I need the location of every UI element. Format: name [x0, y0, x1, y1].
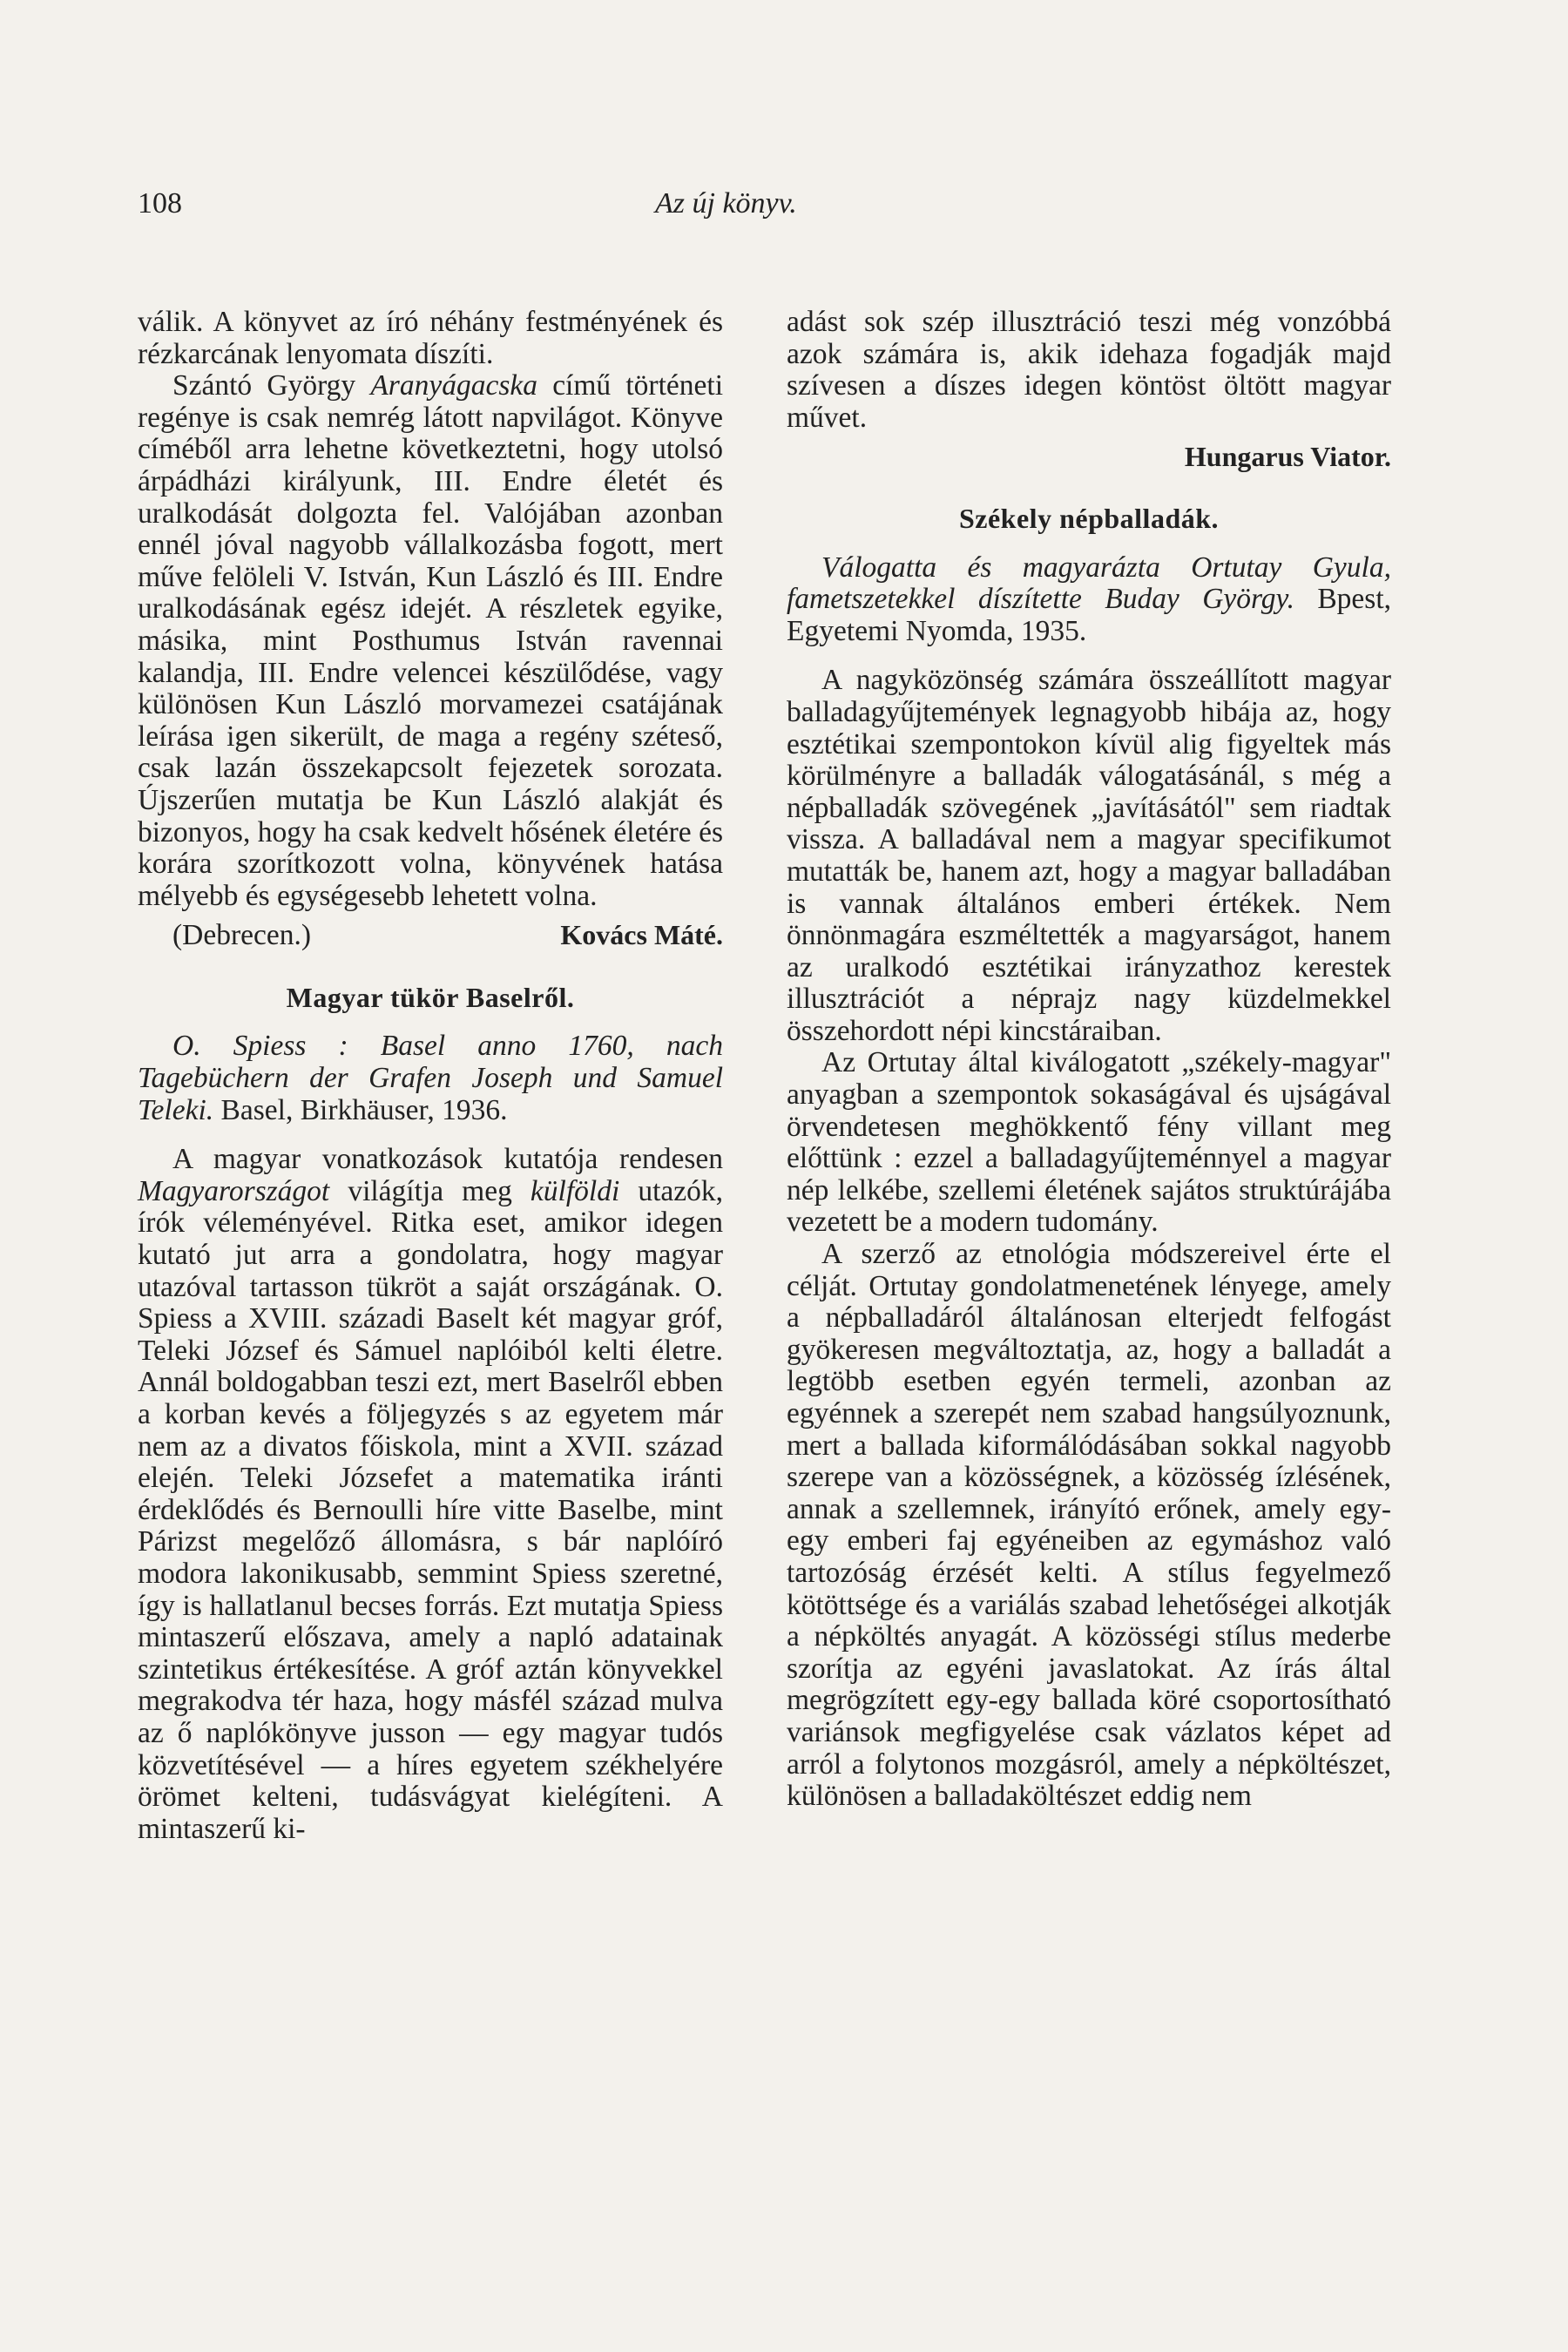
text-run-italic: külföldi	[530, 1174, 620, 1207]
bibliographic-reference	[787, 552, 1391, 648]
book-title: Aranyágacska	[370, 369, 537, 402]
text-run: Szántó György	[172, 369, 371, 402]
text-run: utazók, írók véleményével. Ritka eset, amikor idegen kutató jut arra a gondolatra, hogy magyar utazóval tartasson tükröt a saját országának. O. Spiess a XVIII. századi Baselt két magyar gróf, Teleki József és Sámuel naplóiból kelti életre. Annál boldogabban teszi ezt, mert Baselről ebben a korban kevés a följegyzés s az egyetem már nem az a divatos főiskola, mint a XVII. század elején. Teleki Józsefet a matematika iránti érdeklődés és Bernoulli híre vitte Baselbe, mint Párizst megelőző állomásra, s bár naplóíró modora lakonikusabb, semmint Spiess szeretné, így is hallatlanul becses forrás. Ezt mutatja Spiess mintaszerű előszava, amely a napló adatainak szintetikus értékesítése. A gróf aztán könyvekkel megrakodva tér haza, hogy másfél század mulva az ő naplókönyve jusson — egy magyar tudós közvetítésével — a híres egyetem székhelyére örömet kelteni, tudásvágyat kielégíteni. A mintaszerű ki-	[138, 1174, 724, 1845]
signature-name: Kovács Máté.	[560, 919, 723, 951]
paragraph	[138, 1144, 723, 1845]
paragraph: A nagyközönség számára összeállított magyar balladagyűjtemények legnagyobb hibája az, hogy esztétikai szempontokon kívül alig figyeltek más körülményre a balladák válogatásánál, s még a népballadák szövegének „javításától" sem riadtak vissza. A balladával nem a magyar specifikumot mutatták be, hanem azt, hogy a magyar balladában is vannak általános emberi értékek. Nem önnönmagára eszméltették a magyarságot, hanem az uralkodó esztétikai irányzathoz kerestek illusztrációt a néprajz nagy küzdelmekkel összehordott népi kincstáraiban.	[787, 664, 1391, 1047]
running-title: Az új könyv.	[655, 187, 797, 220]
paragraph: A szerző az etnológia módszereivel érte el célját. Ortutay gondolatmenetének lényege, amely a népballadáról általánosan elterjedt felfogást gyökeresen megváltoztatja, az, hogy a balladát a legtöbb esetben egyén termeli, azonban az egyénnek a szerepét nem szabad hangsúlyoznunk, mert a ballada kiformálódásában sokkal nagyobb szerepe van a közösségnek, a közösség ízlésének, annak a szellemnek, irányító erőnek, amely egy-egy emberi faj egyéneiben az egymáshoz való tartozóság érzését kelti. A stílus fegyelmező kötöttsége és a variálás szabad lehetőségei alkotják a népköltés anyagát. A közösségi stílus mederbe szorítja az egyéni javaslatokat. Az írás által megrögzített egy-egy ballada köré csoportosítható variánsok megfigyelése csak vázlatos képet ad arról a folytonos mozgásról, amely a népköltészet, különösen a balladaköltészet eddig nem	[787, 1238, 1391, 1813]
right-column	[787, 307, 1391, 1813]
paragraph: válik. A könyvet az író néhány festményének és rézkarcának lenyomata díszíti.	[138, 306, 723, 370]
section-heading: Székely népballadák.	[958, 502, 1220, 534]
reference-title: Válogatta és magyarázta Ortutay Gyula, fametszetekkel díszítette Buday György.	[787, 551, 1391, 616]
page-number: 108	[138, 187, 182, 220]
text-run: A magyar vonatkozások kutatója rendesen	[172, 1143, 723, 1176]
section-heading: Magyar tükör Baselről.	[286, 981, 575, 1013]
reference-title: O. Spiess : Basel anno 1760, nach Tagebüchern der Grafen Joseph und Samuel Teleki.	[138, 1030, 723, 1126]
signature-place: (Debrecen.)	[172, 919, 312, 952]
reference-publisher: Bpest, Egyetemi Nyomda, 1935.	[787, 583, 1392, 647]
paragraph: Az Ortutay által kiválogatott „székely-magyar" anyagban a szempontok sokaságával és ujságával örvendetesen meghökkentő fény villant meg előttünk : ezzel a balladagyűjteménnyel a magyar nép lelkébe, szellemi életének sajátos struktúrájába vezetett be a modern tudomány.	[787, 1046, 1391, 1239]
paragraph: adást sok szép illusztráció teszi még vonzóbbá azok számára is, akik idehaza fogadják majd szívesen a díszes idegen köntöst öltött magyar művet.	[787, 306, 1391, 434]
text-run-italic: Magyarországot	[138, 1174, 330, 1207]
left-column	[138, 307, 723, 1845]
paragraph	[138, 370, 723, 912]
signature-name: Hungarus Viator.	[1184, 441, 1391, 473]
text-run: világítja meg	[329, 1174, 531, 1207]
bibliographic-reference	[138, 1031, 723, 1126]
reference-publisher: Basel, Birkhäuser, 1936.	[213, 1093, 508, 1126]
review-signature	[138, 919, 723, 952]
page-header	[0, 187, 1568, 231]
text-run: című történeti regénye is csak nemrég látott napvilágot. Könyve címéből arra lehetne következtetni, hogy utolsó árpádházi királyunk, III. Endre életét és uralkodását dolgozta fel. Valójában azonban ennél jóval nagyobb vállalkozásba fogott, mert műve felöleli V. István, Kun László és III. Endre uralkodásának egész idejét. A részletek egyike, másika, mint Posthumus István ravennai kalandja, III. Endre velencei készülődése, vagy különösen Kun László morvamezei csatájának leírása igen sikerült, de maga a regény széteső, csak lazán összekapcsolt fejezetek sorozata. Újszerűen mutatja be Kun László alakját és bizonyos, hogy ha csak kedvelt hősének életére és korára szorítkozott volna, könyvének hatása mélyebb és egységesebb lehetett volna.	[138, 369, 723, 912]
